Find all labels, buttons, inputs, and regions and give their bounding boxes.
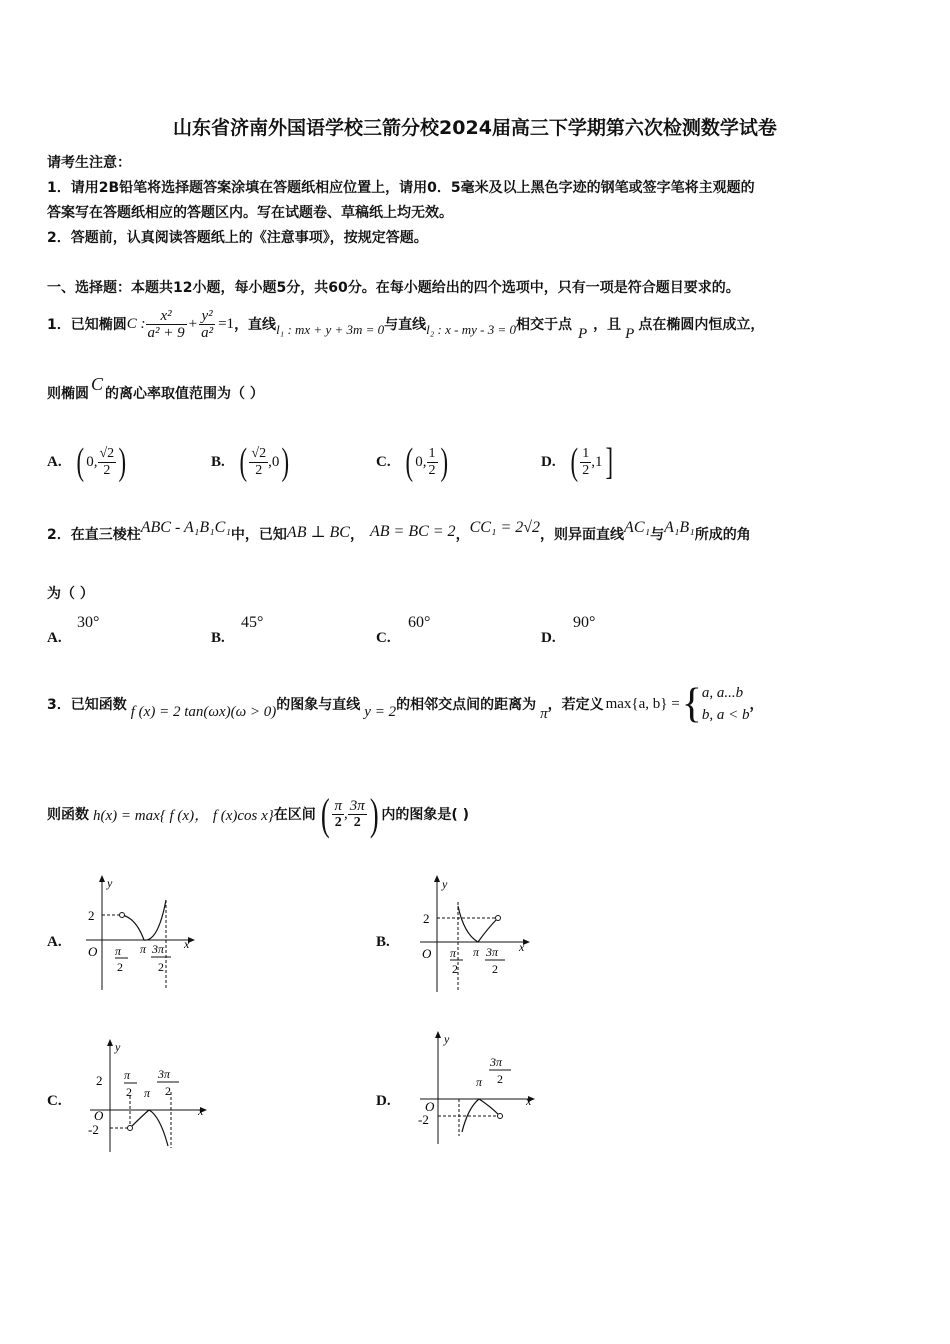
q2-text-5: 所成的角	[694, 527, 751, 543]
q3-ask-text-2: 在区间	[273, 807, 316, 823]
q3-text-4: ，若定义	[547, 697, 604, 713]
question-3-stem	[47, 676, 763, 732]
q2-text-1: 2．在直三棱柱	[47, 527, 141, 543]
tick-3pi-den: 2	[492, 962, 498, 976]
tick-pi: π	[140, 942, 147, 956]
open-paren: (	[570, 441, 578, 483]
ellipse-c: C	[91, 374, 104, 394]
q1-text-2: ，直线	[234, 317, 277, 333]
open-point	[496, 916, 501, 921]
origin-label: O	[88, 944, 98, 959]
interval-left: 0,	[415, 453, 427, 470]
tick-2: 2	[96, 1073, 103, 1088]
equal-sides: AB = BC = 2	[369, 523, 456, 540]
option-label: C.	[376, 630, 391, 646]
option-label: D.	[541, 630, 556, 646]
interval-fraction: $\frac{1}{2}$	[428, 445, 436, 478]
q2-option-b[interactable]	[211, 612, 351, 648]
q1-option-c[interactable]	[376, 440, 450, 484]
tick-3pi-num: 3π	[158, 1067, 171, 1081]
notice-item-1: 1．请用2B铅笔将选择题答案涂填在答题纸相应位置上，请用0．5毫米及以上黑色字迹的钢笔或签字笔将主观题的	[47, 180, 755, 196]
q3-text-1: 3．已知函数	[47, 697, 127, 713]
angle-value: 30°	[77, 614, 100, 631]
q1-text-6: 点在椭圆内恒成立，	[638, 317, 765, 333]
q1-ask-text-1: 则椭圆	[47, 385, 89, 402]
prism-name: ABC - A₁B₁C₁	[140, 519, 231, 536]
curve	[130, 1110, 168, 1146]
q2-text-3: ，则异面直线	[540, 527, 625, 543]
q1-option-b[interactable]	[211, 440, 292, 484]
option-label: C.	[376, 453, 391, 470]
tick-pi-den: 2	[452, 962, 458, 976]
brace: {	[681, 681, 702, 727]
close-paren: )	[369, 789, 379, 839]
option-label: A.	[47, 453, 62, 470]
point-p-2: P	[625, 325, 635, 342]
q2-comma-2: ，	[455, 527, 470, 543]
tick-3pi-num: 3π	[486, 945, 499, 959]
piecewise	[682, 682, 750, 726]
plus-sign: +	[188, 315, 198, 332]
q2-text-2: 中，已知	[230, 527, 287, 543]
x-label: x	[198, 1104, 204, 1118]
q3-comma: ，	[749, 697, 764, 713]
angle-value: 45°	[241, 614, 264, 631]
q1-text-1: 1．已知椭圆	[47, 317, 127, 333]
q2-option-d[interactable]	[541, 612, 681, 648]
ellipse-x-term: $\frac{\text{x²}}{\text{a² + 9}}$	[147, 307, 185, 341]
case-2: b, a < b	[701, 707, 750, 723]
interval-fraction: $\frac{√2}{2}$	[251, 445, 267, 478]
line-l2: l₂ : x - my - 3 = 0	[426, 322, 516, 337]
ellipse-y-term: $\frac{\text{y²}}{\text{a²}}$	[201, 307, 214, 341]
interval-left: 0,	[86, 453, 98, 470]
open-point	[128, 1126, 133, 1131]
interval-start: $\frac{\pi}{2}$	[334, 797, 342, 830]
q2-option-c[interactable]	[376, 612, 516, 648]
tick-pi-den: 2	[126, 1085, 132, 1099]
open-paren: (	[76, 441, 84, 483]
origin-label: O	[422, 946, 432, 961]
option-label: D.	[541, 453, 556, 470]
y-label: y	[107, 876, 113, 890]
function-f: f (x) = 2 tan(ωx)(ω > 0)	[130, 703, 277, 720]
angle-value: 60°	[408, 614, 431, 631]
origin-label: O	[94, 1108, 104, 1123]
q3-graph-b[interactable]	[410, 872, 535, 997]
q3-option-d-label[interactable]: D.	[376, 1093, 391, 1109]
tick-3pi-den: 2	[497, 1072, 503, 1086]
pi-symbol: π	[540, 705, 548, 722]
open-paren: (	[239, 441, 247, 483]
perp-condition: AB ⊥ BC	[286, 524, 350, 541]
tick-3pi-den: 2	[158, 960, 164, 974]
q3-text-2: 的图象与直线	[276, 697, 361, 713]
origin-label: O	[425, 1099, 435, 1114]
q3-graph-c[interactable]	[82, 1036, 212, 1156]
point-p: P	[578, 325, 588, 342]
q1-option-d[interactable]	[541, 440, 615, 484]
tick-2: 2	[88, 908, 95, 923]
tick-2: 2	[423, 911, 430, 926]
q3-option-c-label[interactable]: C.	[47, 1093, 62, 1109]
close-paren: )	[281, 441, 290, 483]
q3-graph-d[interactable]	[412, 1028, 542, 1148]
interval-end: $\frac{3\pi}{2}$	[349, 797, 365, 830]
q2-text-4: 与	[650, 527, 665, 543]
y-label: y	[442, 877, 448, 891]
open-paren: (	[405, 441, 413, 483]
tick-pi-num: π	[115, 944, 122, 958]
tick-3pi-den: 2	[165, 1084, 171, 1098]
question-1-ask	[47, 374, 264, 403]
tick-pi-num: π	[450, 946, 457, 960]
tick-pi: π	[476, 1075, 483, 1089]
q2-comma: ，	[349, 527, 364, 543]
y-axis-arrow	[99, 875, 105, 882]
y-axis-arrow	[435, 1031, 441, 1038]
angle-value: 90°	[573, 614, 596, 631]
case-1: a, a...b	[701, 685, 744, 701]
ellipse-name: C :	[126, 315, 146, 332]
line-ac1: AC₁	[624, 519, 651, 536]
tick-neg-2: -2	[88, 1122, 99, 1137]
q1-text-5: ，且	[593, 317, 622, 333]
open-point	[498, 1114, 503, 1119]
page-title: 山东省济南外国语学校三箭分校2024届高三下学期第六次检测数学试卷	[173, 117, 777, 139]
y-axis-arrow	[107, 1039, 113, 1046]
option-label: B.	[211, 453, 225, 470]
section-heading: 一、选择题：本题共12小题，每小题5分，共60分。在每小题给出的四个选项中，只有一项是符合题目要求的。	[47, 280, 740, 296]
close-paren: ]	[605, 441, 613, 483]
tick-pi: π	[473, 945, 480, 959]
tick-neg-2: -2	[418, 1112, 429, 1127]
q3-ask-text-3: 内的图象是( )	[381, 807, 470, 823]
question-2-ask: 为（ ）	[47, 586, 94, 602]
interval-fraction: $\frac{1}{2}$	[582, 445, 590, 478]
question-2-stem	[47, 519, 751, 544]
close-paren: )	[440, 441, 448, 483]
tick-3pi-num: 3π	[152, 942, 165, 956]
line-l1: l₁ : mx + y + 3m = 0	[276, 322, 385, 337]
x-label: x	[519, 940, 525, 954]
option-label: B.	[211, 630, 225, 646]
x-label: x	[184, 937, 190, 951]
q3-option-b-label[interactable]: B.	[376, 934, 390, 950]
ellipse-equals: =1	[218, 315, 235, 332]
close-paren: )	[118, 441, 127, 483]
line-y2: y = 2	[364, 703, 397, 720]
line-a1b1: A₁B₁	[664, 519, 695, 536]
tick-pi-den: 2	[117, 960, 123, 974]
q1-text-4: 相交于点	[516, 317, 572, 333]
question-1-stem	[47, 306, 764, 342]
open-point	[120, 913, 125, 918]
x-label: x	[526, 1094, 532, 1108]
cc1-length: CC₁ = 2√2	[469, 519, 541, 536]
notice-heading: 请考生注意：	[47, 155, 131, 171]
open-paren: (	[320, 789, 330, 839]
q1-option-a[interactable]	[47, 440, 129, 484]
question-3-ask: 则函数 h(x) = max{ f (x)， f (x)cos x} 在区间 ( $\frac{\pi}{2}$ , $\frac{3\pi}{2}$ ) 内的图象是( )	[47, 789, 470, 839]
notice-item-1-cont: 答案写在答题纸相应的答题区内。写在试题卷、草稿纸上均无效。	[47, 205, 453, 221]
curve	[458, 906, 498, 942]
curve	[122, 900, 166, 940]
q1-ask-text-2: 的离心率取值范围为（ ）	[105, 385, 264, 402]
interval-right: ,0	[268, 453, 280, 470]
q2-option-a[interactable]	[47, 612, 187, 648]
max-definition: max{a, b} =	[605, 695, 680, 712]
y-label: y	[444, 1032, 450, 1046]
option-label: A.	[47, 630, 62, 646]
tick-pi-num: π	[124, 1068, 131, 1082]
q3-text-3: 的相邻交点间的距离为	[396, 697, 537, 713]
y-axis-arrow	[434, 875, 440, 882]
q3-ask-text-1: 则函数	[47, 807, 89, 823]
q3-graph-a[interactable]	[78, 872, 198, 997]
tick-pi: π	[144, 1086, 151, 1100]
y-label: y	[115, 1040, 121, 1054]
tick-3pi-num: 3π	[490, 1055, 503, 1069]
function-h: h(x) = max{ f (x)， f (x)cos x}	[93, 807, 274, 824]
interval-right: ,1	[591, 453, 603, 470]
interval-fraction: $\frac{√2}{2}$	[99, 445, 115, 478]
q1-text-3: 与直线	[384, 317, 427, 333]
q3-option-a-label[interactable]: A.	[47, 934, 62, 950]
notice-item-2: 2．答题前，认真阅读答题纸上的《注意事项》，按规定答题。	[47, 230, 428, 246]
